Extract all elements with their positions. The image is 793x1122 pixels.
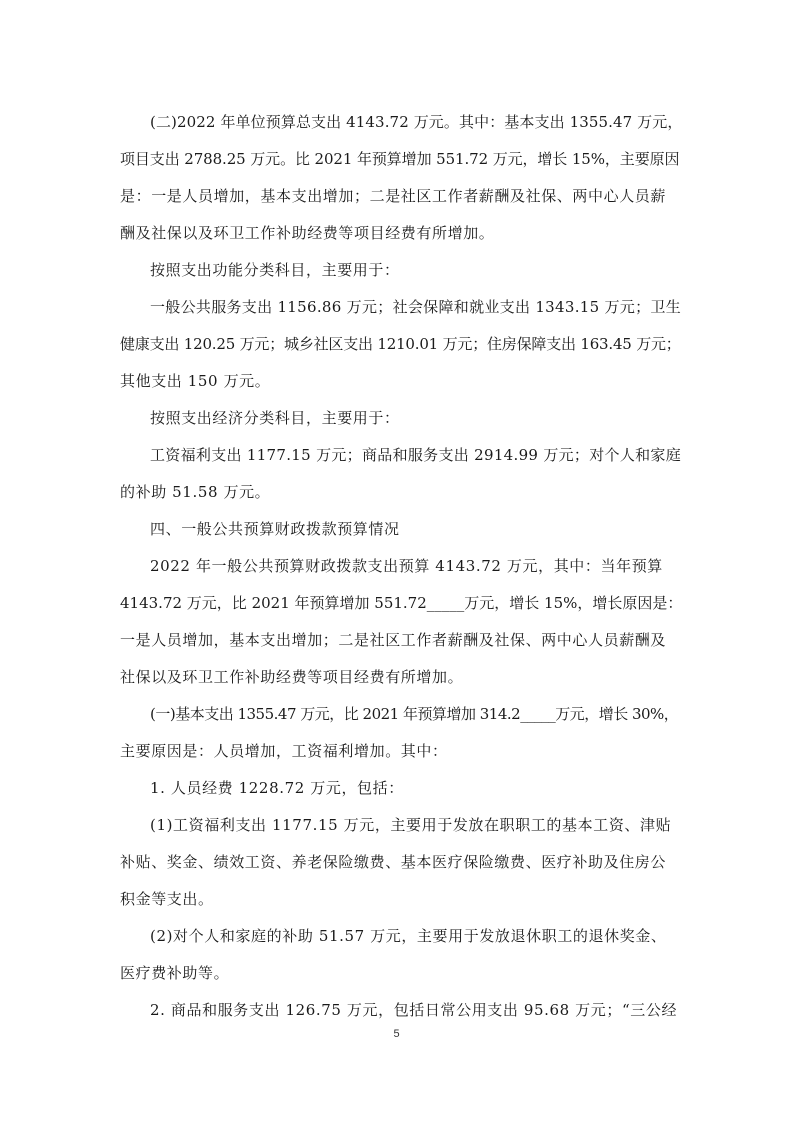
body-line: 主要原因是：人员增加，工资福利增加。其中： — [120, 742, 448, 760]
body-line: 4143.72 万元，比 2021 年预算增加 551.72_____万元，增长 15%，增长原因是： — [120, 594, 683, 612]
body-line: 一是人员增加，基本支出增加；二是社区工作者薪酬及社保、两中心人员薪酬及 — [120, 631, 667, 649]
body-line: (二)2022 年单位预算总支出 4143.72 万元。其中：基本支出 1355.47 万元， — [150, 113, 683, 131]
body-line: 酬及社保以及环卫工作补助经费等项目经费有所增加。 — [120, 224, 495, 242]
body-line: 其他支出 150 万元。 — [120, 372, 271, 390]
body-line: 的补助 51.58 万元。 — [120, 483, 271, 501]
body-line: 按照支出经济分类科目，主要用于： — [150, 409, 400, 427]
body-line: 医疗费补助等。 — [120, 964, 230, 982]
page-number: 5 — [393, 1028, 400, 1040]
section-heading: 四、一般公共预算财政拨款预算情况 — [150, 520, 400, 538]
body-line: (2)对个人和家庭的补助 51.57 万元，主要用于发放退休职工的退休奖金、 — [150, 927, 667, 945]
body-line: 一般公共服务支出 1156.86 万元；社会保障和就业支出 1343.15 万元；卫生 — [150, 298, 682, 316]
body-line: 1. 人员经费 1228.72 万元，包括： — [150, 779, 404, 797]
body-line: 健康支出 120.25 万元；城乡社区支出 1210.01 万元；住房保障支出 163.45 万元； — [120, 335, 681, 353]
body-line: 按照支出功能分类科目，主要用于： — [150, 261, 400, 279]
body-line: (1)工资福利支出 1177.15 万元，主要用于发放在职职工的基本工资、津贴 — [150, 816, 672, 834]
body-line: (一)基本支出 1355.47 万元，比 2021 年预算增加 314.2_____万元，增长 30%， — [150, 705, 679, 723]
body-line: 积金等支出。 — [120, 890, 214, 908]
body-line: 工资福利支出 1177.15 万元；商品和服务支出 2914.99 万元；对个人和家庭 — [150, 446, 682, 464]
body-line: 2022 年一般公共预算财政拨款支出预算 4143.72 万元，其中：当年预算 — [150, 557, 663, 575]
body-line: 是：一是人员增加，基本支出增加；二是社区工作者薪酬及社保、两中心人员薪 — [120, 187, 667, 205]
body-line: 2. 商品和服务支出 126.75 万元，包括日常公用支出 95.68 万元；“三公经 — [150, 1001, 678, 1019]
body-line: 补贴、奖金、绩效工资、养老保险缴费、基本医疗保险缴费、医疗补助及住房公 — [120, 853, 667, 871]
body-line: 项目支出 2788.25 万元。比 2021 年预算增加 551.72 万元，增长 15%，主要原因 — [120, 150, 680, 168]
body-line: 社保以及环卫工作补助经费等项目经费有所增加。 — [120, 668, 464, 686]
